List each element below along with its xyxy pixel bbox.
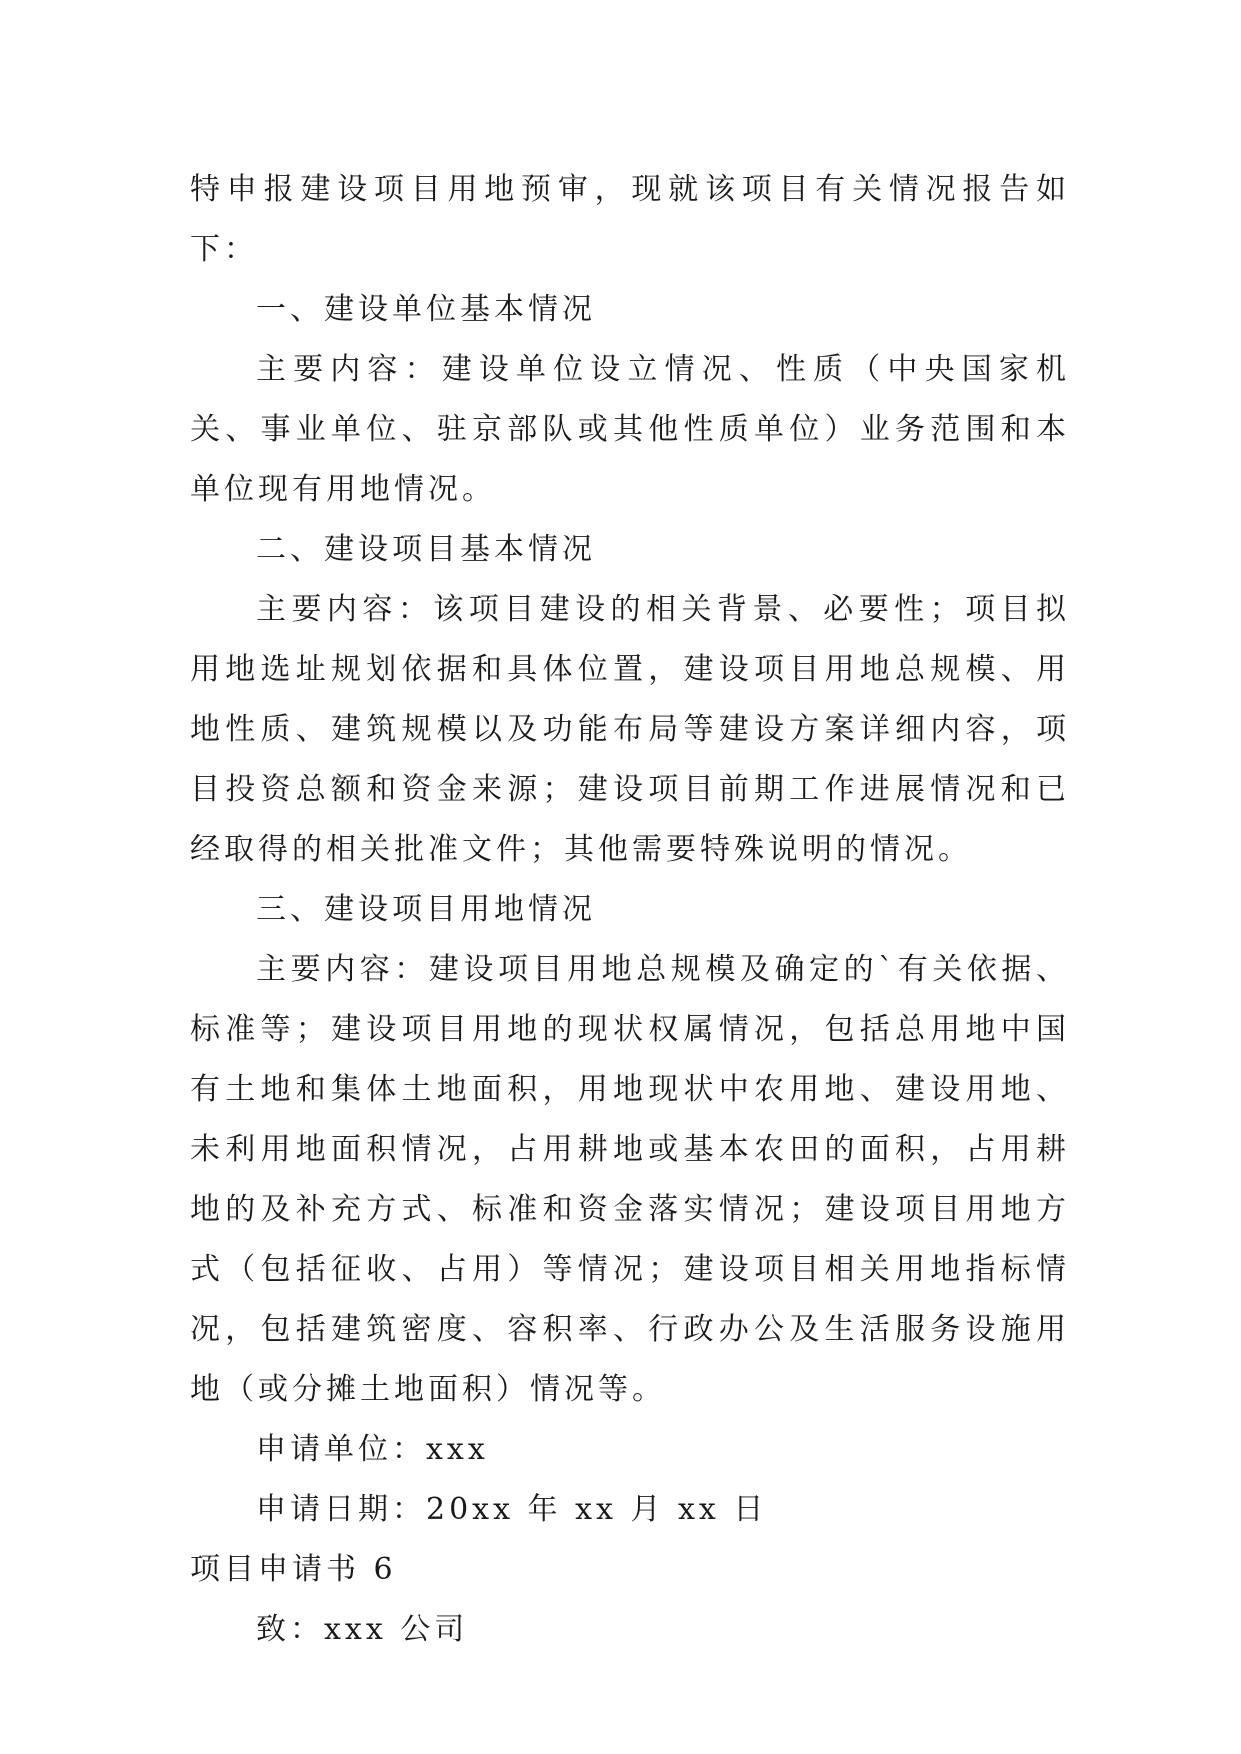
section-heading-3: 三、建设项目用地情况 — [256, 892, 596, 927]
document-page — [190, 160, 1070, 1660]
section-heading-1: 一、建设单位基本情况 — [256, 292, 596, 327]
section-1-content: 主要内容：建设单位设立情况、性质（中央国家机关、事业单位、驻京部队或其他性质单位）业务范围和本单位现有用地情况。 — [190, 352, 1070, 507]
intro-paragraph: 特申报建设项目用地预审，现就该项目有关情况报告如下： — [190, 172, 1070, 267]
document-title: 项目申请书 6 — [190, 1552, 397, 1587]
salutation: 致：xxx 公司 — [256, 1612, 469, 1647]
section-3-content: 主要内容：建设项目用地总规模及确定的`有关依据、标准等；建设项目用地的现状权属情况，包括总用地中国有土地和集体土地面积，用地现状中农用地、建设用地、未利用地面积情况，占用耕地或基本农田的面积，占用耕地的及补充方式、标准和资金落实情况；建设项目用地方式（包括征收、占用）等情况；建设项目相关用地指标情况，包括建筑密度、容积率、行政办公及生活服务设施用地（或分摊土地面积）情况等。 — [190, 952, 1070, 1407]
section-2-content: 主要内容：该项目建设的相关背景、必要性；项目拟用地选址规划依据和具体位置，建设项目用地总规模、用地性质、建筑规模以及功能布局等建设方案详细内容，项目投资总额和资金来源；建设项目前期工作进展情况和已经取得的相关批准文件；其他需要特殊说明的情况。 — [190, 592, 1070, 867]
application-date: 申请日期：20xx 年 xx 月 xx 日 — [256, 1492, 768, 1527]
section-heading-2: 二、建设项目基本情况 — [256, 532, 596, 567]
applicant-unit: 申请单位：xxx — [256, 1432, 489, 1467]
